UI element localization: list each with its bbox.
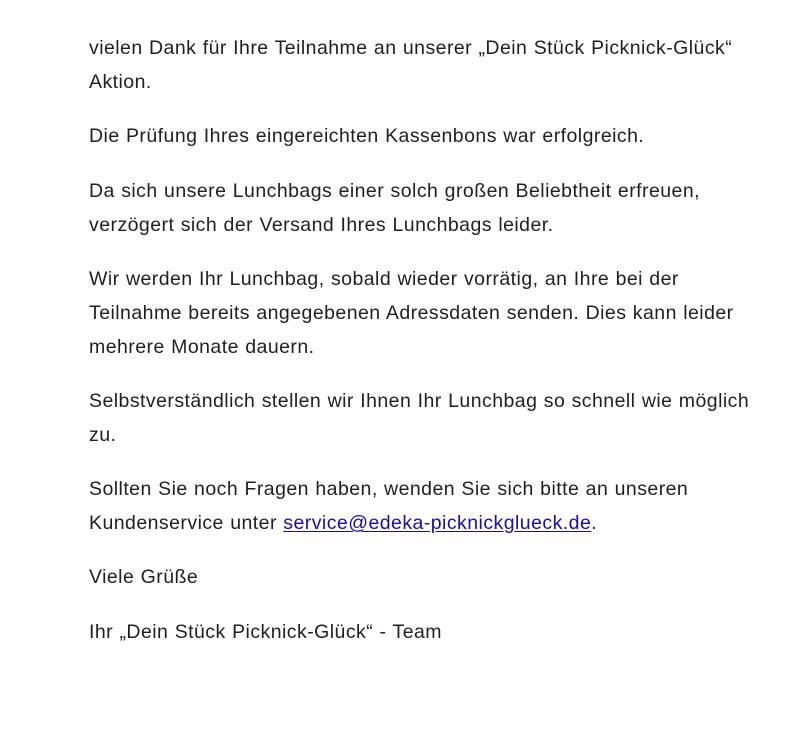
email-body (89, 31, 759, 670)
contact-period: . (591, 512, 598, 534)
thanks-paragraph: vielen Dank für Ihre Teilnahme an unserer „Dein Stück Picknick-Glück“ Aktion. (89, 37, 733, 93)
receipt-check-paragraph: Die Prüfung Ihres eingereichten Kassenbons war erfolgreich. (89, 125, 645, 147)
delivery-info-paragraph: Wir werden Ihr Lunchbag, sobald wieder vorrätig, an Ihre bei der Teilnahme bereits angegebenen Adressdaten senden. Dies kann leider mehrere Monate dauern. (89, 268, 734, 358)
signature: Ihr „Dein Stück Picknick-Glück“ - Team (89, 621, 442, 643)
contact-text: Sollten Sie noch Fragen haben, wenden Sie sich bitte an unseren Kundenservice unter (89, 478, 689, 534)
contact-paragraph (89, 472, 759, 540)
shipping-delay-paragraph: Da sich unsere Lunchbags einer solch großen Beliebtheit erfreuen, verzögert sich der Versand Ihres Lunchbags leider. (89, 180, 701, 236)
service-email-link[interactable]: service@edeka-picknickglueck.de (283, 512, 592, 534)
greeting: Viele Grüße (89, 566, 199, 588)
assurance-paragraph: Selbstverständlich stellen wir Ihnen Ihr Lunchbag so schnell wie möglich zu. (89, 390, 750, 446)
